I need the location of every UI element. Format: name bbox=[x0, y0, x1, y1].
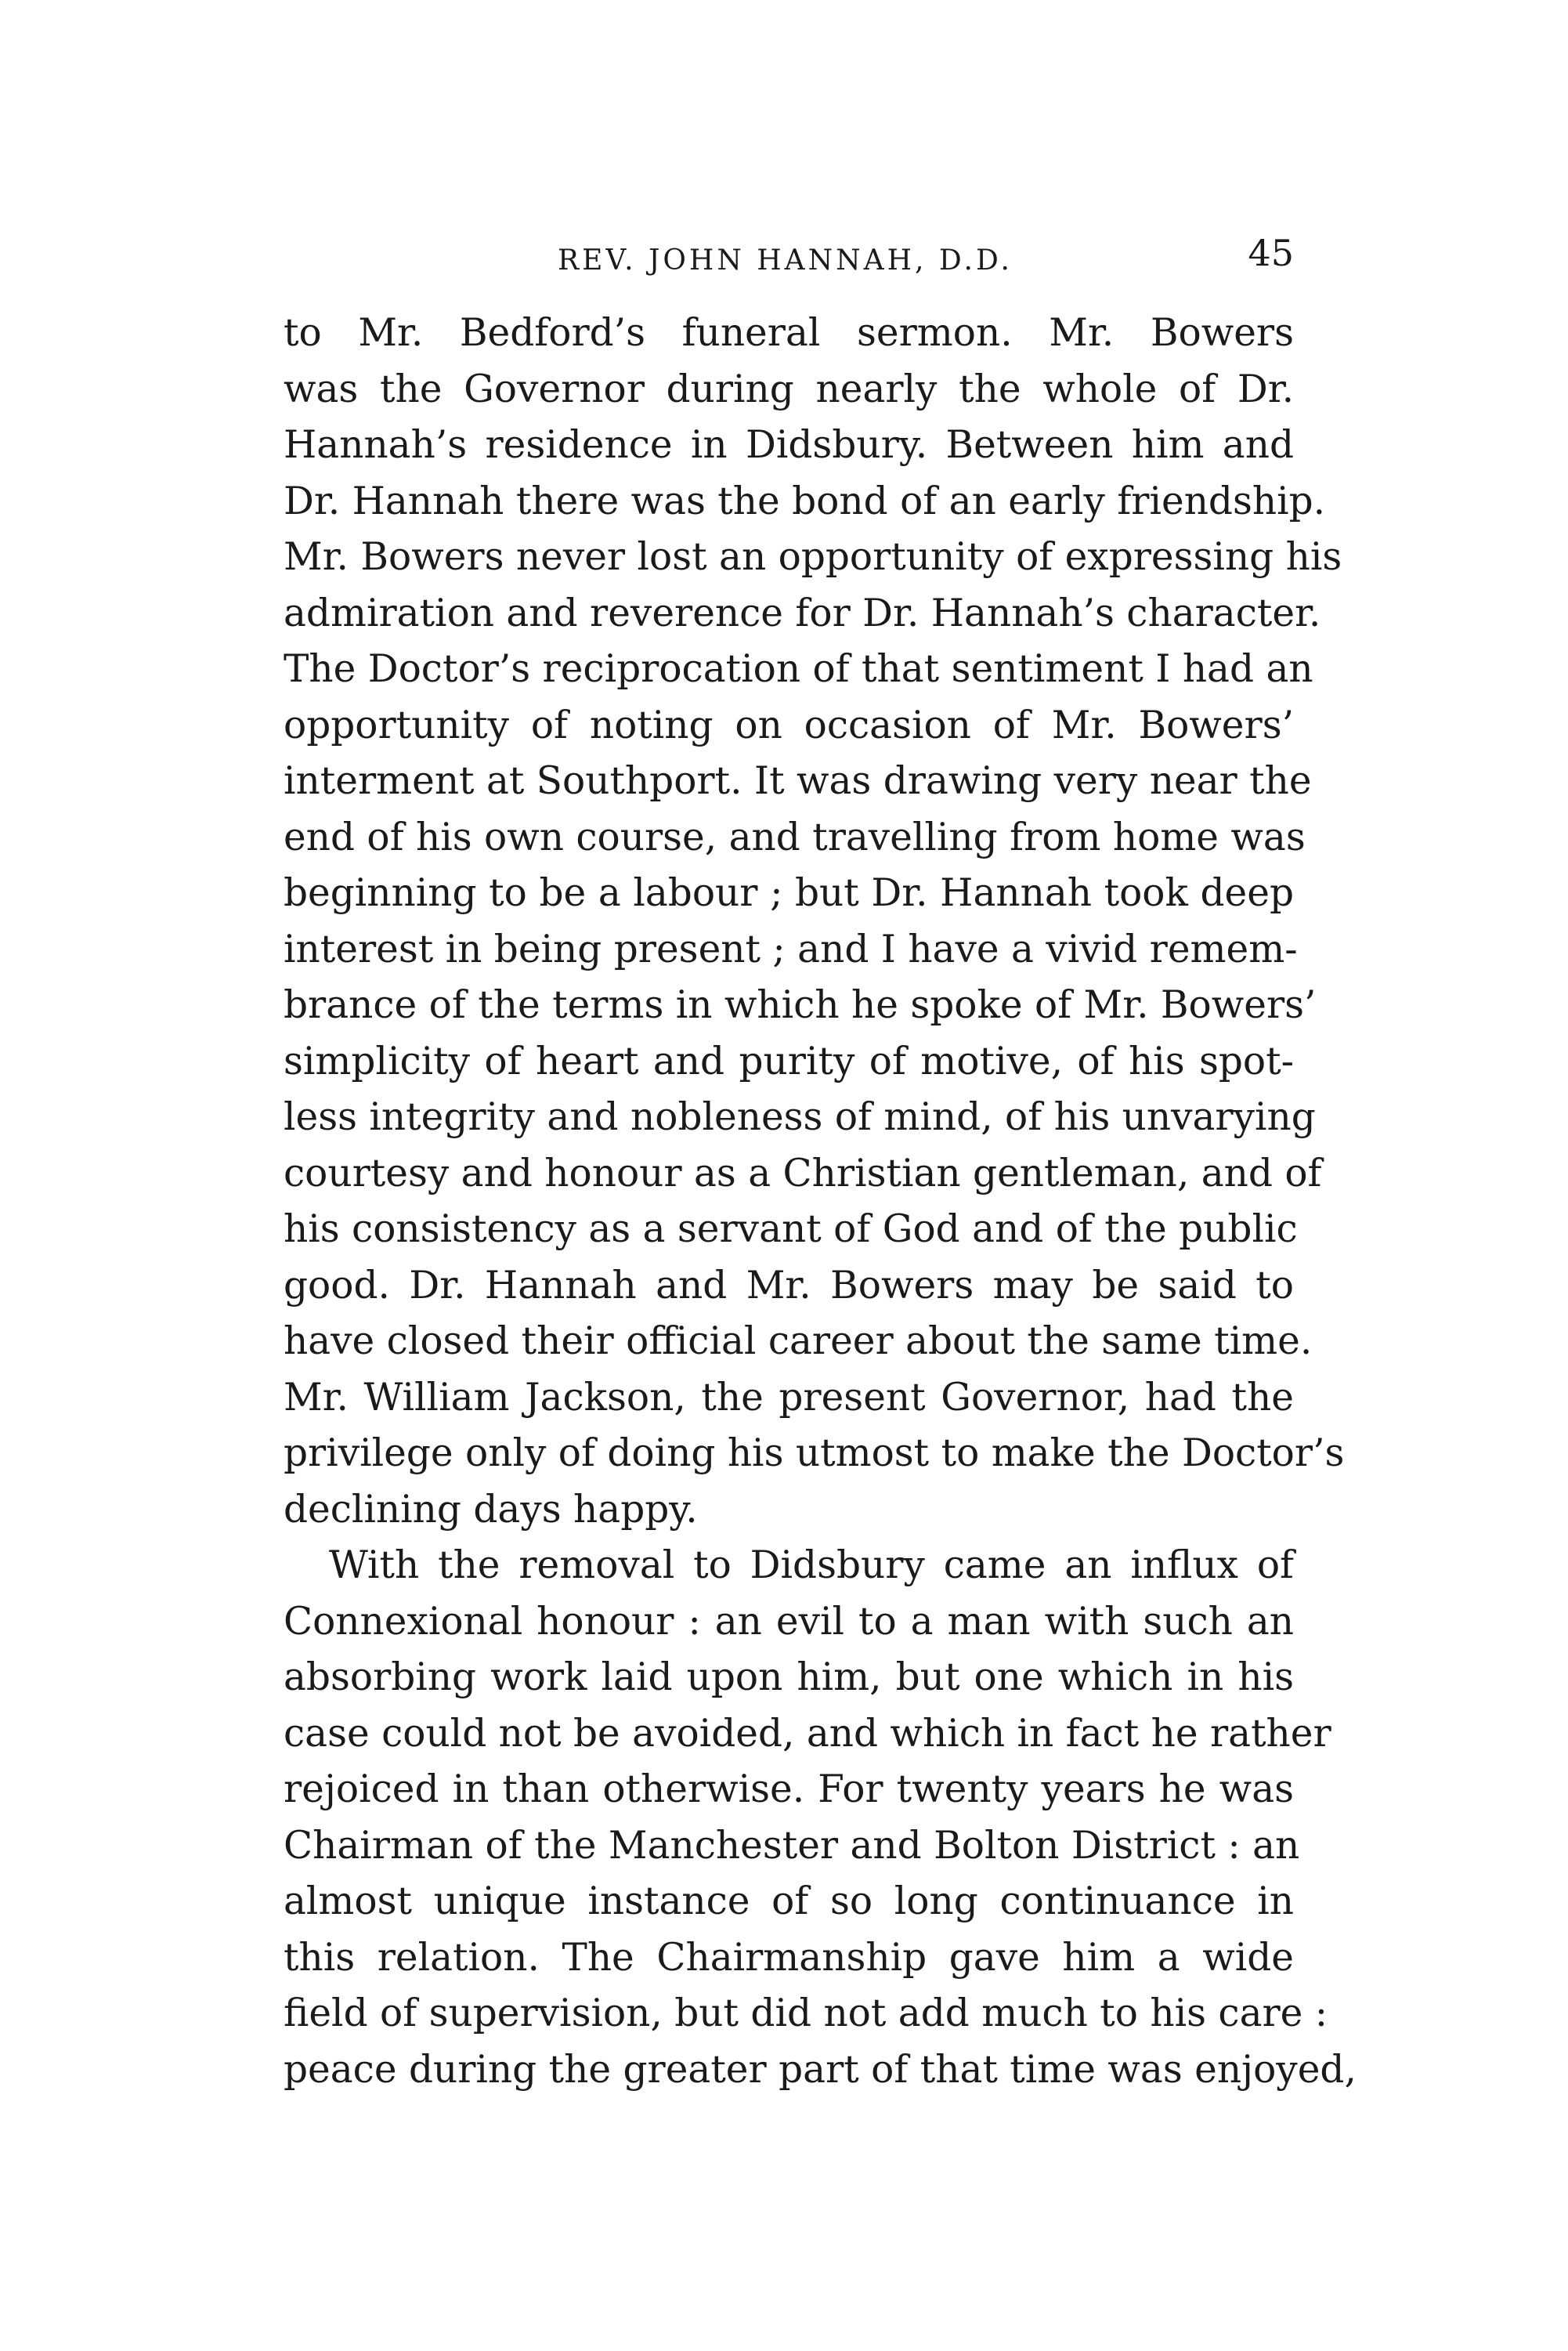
text-line: less integrity and nobleness of mind, of his unvarying bbox=[284, 1095, 1316, 1139]
text-line: privilege only of doing his utmost to make the Doctor’s bbox=[284, 1431, 1345, 1475]
text-line: beginning to be a labour ; but Dr. Hannah took deep bbox=[284, 871, 1294, 915]
text-line: almost unique instance of so long continuance in bbox=[284, 1879, 1294, 1923]
text-line: Mr. William Jackson, the present Governor, had the bbox=[284, 1375, 1294, 1420]
text-line: rejoiced in than otherwise. For twenty years he was bbox=[284, 1767, 1294, 1811]
text-line: have closed their official career about the same time. bbox=[284, 1319, 1313, 1363]
text-line: peace during the greater part of that time was enjoyed, bbox=[284, 2047, 1357, 2092]
text-line: Connexional honour : an evil to a man with such an bbox=[284, 1599, 1294, 1644]
running-head bbox=[284, 227, 1294, 290]
text-line: simplicity of heart and purity of motive, of his spot- bbox=[284, 1039, 1294, 1083]
text-line: his consistency as a servant of God and of the public bbox=[284, 1207, 1298, 1251]
text-line: With the removal to Didsbury came an influx of bbox=[329, 1543, 1294, 1587]
text-line: interest in being present ; and I have a vivid remem- bbox=[284, 927, 1298, 971]
body-text bbox=[284, 306, 1357, 2098]
page-number: 45 bbox=[1248, 232, 1294, 274]
text-line: opportunity of noting on occasion of Mr. Bowers’ bbox=[284, 703, 1294, 747]
text-line: Chairman of the Manchester and Bolton District : an bbox=[284, 1823, 1300, 1868]
text-line: interment at Southport. It was drawing very near the bbox=[284, 759, 1312, 803]
text-line: to Mr. Bedford’s funeral sermon. Mr. Bowers bbox=[284, 311, 1294, 355]
paragraph-2 bbox=[284, 1538, 1357, 2098]
text-line: declining days happy. bbox=[284, 1487, 698, 1532]
book-page bbox=[284, 227, 1357, 2098]
text-line: case could not be avoided, and which in fact he rather bbox=[284, 1711, 1331, 1756]
text-line: The Doctor’s reciprocation of that sentiment I had an bbox=[284, 647, 1313, 691]
text-line: courtesy and honour as a Christian gentleman, and of bbox=[284, 1151, 1322, 1195]
text-line: absorbing work laid upon him, but one which in his bbox=[284, 1655, 1294, 1699]
text-line: field of supervision, but did not add much to his care : bbox=[284, 1991, 1328, 2035]
text-line: Mr. Bowers never lost an opportunity of expressing his bbox=[284, 535, 1342, 579]
text-line: admiration and reverence for Dr. Hannah’s character. bbox=[284, 591, 1321, 635]
running-title: REV. JOHN HANNAH, D.D. bbox=[558, 244, 1013, 277]
text-line: Dr. Hannah there was the bond of an early friendship. bbox=[284, 479, 1326, 523]
text-line: was the Governor during nearly the whole of Dr. bbox=[284, 367, 1294, 411]
paragraph-1 bbox=[284, 306, 1345, 1538]
text-line: Hannah’s residence in Didsbury. Between him and bbox=[284, 423, 1294, 467]
text-line: brance of the terms in which he spoke of Mr. Bowers’ bbox=[284, 983, 1317, 1027]
text-line: good. Dr. Hannah and Mr. Bowers may be said to bbox=[284, 1263, 1294, 1308]
text-line: this relation. The Chairmanship gave him a wide bbox=[284, 1935, 1294, 1980]
text-line: end of his own course, and travelling from home was bbox=[284, 815, 1306, 859]
